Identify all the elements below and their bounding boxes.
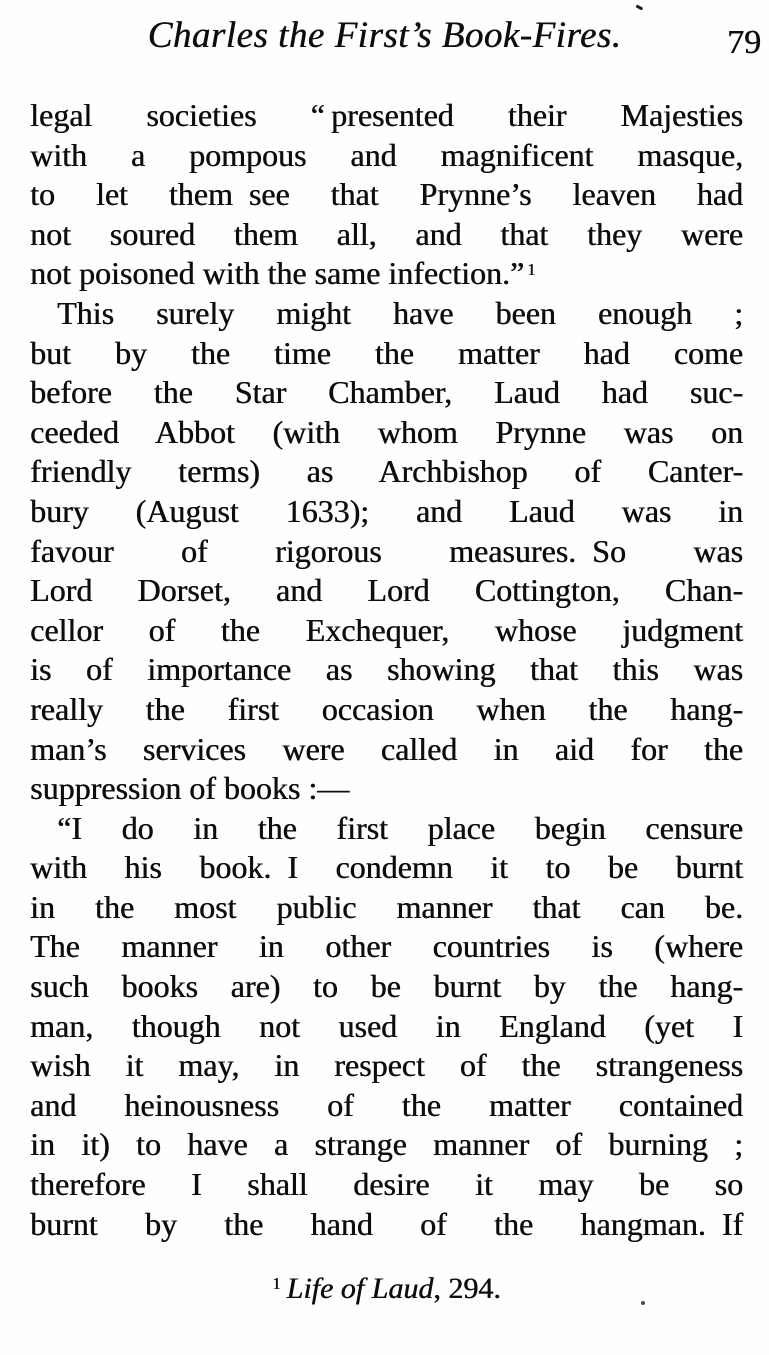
text-line: not soured them all, and that they were: [30, 215, 743, 252]
text-line: therefore I shall desire it may be so: [30, 1166, 743, 1203]
text-line: really the first occasion when the hang-: [30, 690, 743, 727]
text-line: before the Star Chamber, Laud had suc-: [30, 374, 743, 411]
text-line: legal societies “ presented their Majesties: [30, 97, 743, 133]
footnote-page-ref: , 294.: [433, 1272, 501, 1305]
text-block: [30, 96, 743, 1244]
text-line: This surely might have been enough ;: [57, 294, 743, 331]
text-line: with a pompous and magnificent masque,: [30, 136, 743, 173]
text-line: burnt by the hand of the hangman. If: [30, 1205, 743, 1242]
text-line: man’s services were called in aid for the: [30, 730, 743, 767]
text-line: is of importance as showing that this was: [30, 651, 743, 688]
text-line: suppression of books :—: [30, 770, 350, 807]
text-line: cellor of the Exchequer, whose judgment: [30, 611, 743, 648]
page-header: [0, 14, 769, 78]
scan-speck: [641, 1301, 645, 1305]
text-line: ceeded Abbot (with whom Prynne was on: [30, 413, 743, 450]
text-line: but by the time the matter had come: [30, 334, 743, 371]
text-line: favour of rigorous measures. So was: [30, 532, 743, 569]
footnote-marker: 1: [272, 1273, 281, 1293]
text-line-body: not poisoned with the same infection.”: [30, 255, 525, 292]
footnote-reference: 1: [527, 260, 536, 280]
scan-speck: [636, 5, 643, 10]
text-line: and heinousness of the matter contained: [30, 1086, 743, 1123]
text-line: such books are) to be burnt by the hang-: [30, 968, 743, 1005]
paragraph: [30, 809, 743, 1245]
text-line: bury (August 1633); and Laud was in: [30, 492, 743, 529]
text-line: in it) to have a strange manner of burning ;: [30, 1126, 743, 1163]
text-line: Lord Dorset, and Lord Cottington, Chan-: [30, 572, 743, 609]
text-line: in the most public manner that can be.: [30, 888, 743, 925]
text-line: The manner in other countries is (where: [30, 928, 743, 965]
text-line: with his book. I condemn it to be burnt: [30, 849, 743, 886]
text-line: [30, 254, 743, 294]
paragraph: [30, 294, 743, 809]
footnote-work-title: Life of Laud: [286, 1272, 434, 1305]
page-number: 79: [727, 24, 761, 61]
text-line: friendly terms) as Archbishop of Canter-: [30, 453, 743, 490]
text-line: “I do in the first place begin censure: [57, 809, 743, 846]
running-title: Charles the First’s Book-Fires.: [147, 15, 622, 56]
text-line: wish it may, in respect of the strangeness: [30, 1047, 743, 1084]
footnote: [30, 1272, 743, 1306]
text-line: man, though not used in England (yet I: [30, 1007, 743, 1044]
text-line: to let them see that Prynne’s leaven had: [30, 176, 743, 213]
paragraph: [30, 96, 743, 294]
